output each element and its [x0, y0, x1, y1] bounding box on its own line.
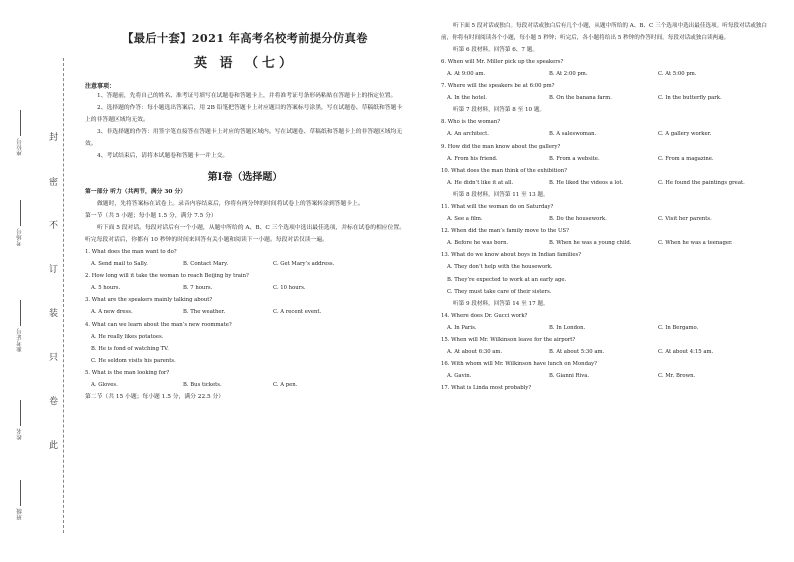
option: C. 10 hours. — [273, 285, 306, 292]
seal-word: 封 — [49, 133, 59, 143]
jie1-heading: 第一节（共 5 小题；每小题 1.5 分，满分 7.5 分） — [85, 213, 217, 219]
material-lead: 听第 9 段材料，回答第 14 至 17 题。 — [453, 300, 549, 307]
field-label: 座位号 — [17, 138, 23, 156]
question-block — [441, 225, 771, 249]
field-label: 考场号 — [17, 228, 23, 246]
question-text: 3. What are the speakers mainly talking about? — [85, 297, 213, 304]
seal-word: 此 — [49, 441, 59, 451]
jie2-heading: 第二节（共 15 小题；每小题 1.5 分，满分 22.5 分） — [85, 394, 225, 401]
question-block — [85, 319, 405, 367]
options-row — [447, 237, 771, 249]
question-text: 6. When will Mr. Miller pick up the speakers? — [441, 59, 564, 65]
question-text: 11. What will the woman do on Saturday? — [441, 203, 554, 210]
question-text: 2. How long will it take the woman to reach Beijing by train? — [85, 273, 249, 280]
option: A. An architect. — [447, 131, 489, 138]
question-text: 13. What do we know about boys in Indian families? — [441, 252, 582, 259]
option: A. At about 6:30 am. — [447, 348, 503, 355]
notice-item: 2、选择题的作答：每小题选出答案后，用 2B 铅笔把答题卡上对应题目的答案标号涂黑，写在试题卷、草稿纸和答题卡上的非答题区域均无效。 — [85, 105, 403, 123]
options-row — [91, 258, 405, 270]
option: C. When he was a teenager. — [658, 240, 733, 247]
option: C. A gallery worker. — [658, 131, 712, 138]
option: C. He seldom visits his parents. — [91, 357, 176, 364]
field-label: 姓名 — [17, 428, 23, 440]
option: A. Gloves. — [91, 382, 118, 389]
right-column — [441, 20, 771, 394]
option: A. He really likes potatoes. — [91, 333, 164, 340]
options-row — [447, 177, 771, 189]
options-row — [91, 379, 405, 391]
option: A. Send mail to Sally. — [91, 261, 148, 268]
option: C. A pen. — [273, 382, 298, 389]
option: B. Contact Mary. — [183, 261, 229, 268]
option: A. In Paris. — [447, 324, 477, 331]
option: B. On the banana farm. — [549, 95, 612, 102]
options-row — [91, 306, 405, 318]
option: A. See a film. — [447, 216, 483, 223]
options-row — [447, 128, 771, 140]
question-block — [441, 56, 771, 80]
question-block — [441, 165, 771, 189]
question-block — [441, 310, 771, 334]
option: A. He didn’t like it at all. — [447, 179, 514, 186]
question-block — [441, 382, 771, 394]
option: C. At 5:00 pm. — [658, 71, 697, 78]
part-description: 做题时，先将答案标在试卷上。录音内容结束后，你将有两分钟的时间将试卷上的答案转涂到答题卡上。 — [97, 201, 364, 207]
question-block — [85, 294, 405, 318]
option: A. At 9:00 am. — [447, 71, 486, 78]
question-block — [441, 141, 771, 165]
option: B. The weather. — [183, 309, 226, 316]
notice-heading: 注意事项： — [85, 83, 116, 90]
option: B. Bus tickets. — [183, 382, 222, 389]
seal-word: 订 — [49, 265, 59, 275]
option: B. Gianni Riva. — [549, 373, 590, 380]
options-row — [447, 68, 771, 80]
question-block — [441, 358, 771, 382]
material-lead: 听第 7 段材料，回答第 8 至 10 题。 — [453, 107, 546, 114]
option: C. A recent event. — [273, 309, 322, 316]
seal-word: 不 — [49, 221, 59, 231]
option: A. Before he was born. — [447, 240, 509, 247]
question-text: 10. What does the man think of the exhibition? — [441, 167, 567, 174]
right-question-list — [441, 44, 771, 394]
question-text: 15. When will Mr. Wilkinson leave for the airport? — [441, 336, 576, 343]
exam-room-field — [16, 200, 24, 246]
material-lead: 听第 6 段材料，回答第 6、7 题。 — [453, 47, 538, 53]
question-block — [441, 116, 771, 140]
option: B. He liked the videos a lot. — [549, 179, 624, 186]
option: B. He is fond of watching TV. — [91, 345, 169, 352]
notice-item: 4、考试结束后，请将本试题卷和答题卡一并上交。 — [97, 153, 229, 159]
jie2-description: 听下面 5 段对话或独白。每段对话或独白后有几个小题，从题中所给的 A、B、C 三个选项中选出最佳选项。听每段对话或独白前，你将有时间阅读各个小题，每小题 5 秒钟；听完后，各小题将给出 5 秒钟的作答时间。每段对话或独白读两遍。 — [441, 23, 767, 41]
exam-title: 【最后十套】2021 年高考名校考前提分仿真卷 — [122, 31, 368, 45]
notice-item: 3、非选择题的作答：用签字笔直接答在答题卡上对应的答题区域内。写在试题卷、草稿纸和答题卡上的非答题区域均无效。 — [85, 129, 403, 147]
options-row — [447, 322, 771, 334]
question-text: 1. What does the man want to do? — [85, 249, 177, 255]
options-row — [447, 92, 771, 104]
question-block — [441, 80, 771, 104]
option: A. From his friend. — [447, 155, 498, 162]
option: B. From a website. — [549, 155, 600, 162]
options-row — [447, 370, 771, 382]
binding-strip — [0, 0, 80, 562]
seal-word: 密 — [49, 178, 59, 188]
option: C. They must take care of their sisters. — [447, 288, 552, 295]
options-row — [447, 153, 771, 165]
field-label: 准考证号 — [17, 328, 23, 352]
option: B. At 2:00 pm. — [549, 71, 588, 78]
seal-line — [63, 58, 64, 533]
question-block — [85, 246, 405, 270]
question-text: 12. When did the man’s family move to the US? — [441, 228, 569, 235]
seal-word: 只 — [49, 353, 59, 363]
seat-number-field — [16, 110, 24, 156]
option: A. 5 hours. — [91, 285, 121, 292]
part-heading: 第一部分 听力（共两节，满分 30 分） — [85, 189, 187, 195]
class-field — [16, 480, 24, 520]
exam-subtitle: 英 语 （七） — [193, 56, 297, 71]
section-title: 第Ⅰ卷（选择题） — [207, 172, 283, 183]
question-text: 7. Where will the speakers be at 6:00 pm? — [441, 83, 555, 90]
notice-item: 1、答题前，先将自己的姓名、准考证号填写在试题卷和答题卡上，并将准考证号条形码粘贴在答题卡上的指定位置。 — [97, 93, 397, 99]
question-block — [441, 334, 771, 358]
admission-number-field — [16, 300, 24, 352]
question-text: 8. Who is the woman? — [441, 119, 501, 126]
seal-word: 卷 — [49, 397, 59, 407]
option: C. He found the paintings great. — [658, 179, 745, 186]
option: B. When he was a young child. — [549, 240, 632, 247]
option: B. They’re expected to work at an early age. — [447, 276, 567, 283]
seal-word: 装 — [49, 309, 59, 319]
option: B. At about 5:30 am. — [549, 348, 605, 355]
option: C. In the butterfly park. — [658, 95, 722, 102]
option: C. At about 4:15 am. — [658, 348, 714, 355]
option: A. They don’t help with the housework. — [447, 264, 553, 271]
option: B. 7 hours. — [183, 285, 213, 292]
options-row — [447, 346, 771, 358]
option: C. In Bergamo. — [658, 324, 699, 331]
question-text: 14. Where does Dr. Gucci work? — [441, 312, 528, 319]
options-row — [91, 282, 405, 294]
option: B. Do the housework. — [549, 216, 607, 223]
question-block — [85, 270, 405, 294]
left-column — [85, 30, 405, 403]
option: A. In the hotel. — [447, 95, 487, 102]
option: B. A saleswoman. — [549, 131, 597, 138]
option: A. Gavin. — [447, 373, 472, 380]
option: A. A new dress. — [91, 309, 133, 316]
question-text: 17. What is Linda most probably? — [441, 385, 532, 392]
name-field — [16, 400, 24, 440]
option: C. Mr. Brown. — [658, 373, 696, 380]
question-block — [441, 249, 771, 297]
option: B. In London. — [549, 324, 586, 331]
field-label: 班级 — [17, 508, 23, 520]
question-block — [85, 367, 405, 391]
question-text: 16. With whom will Mr. Wilkinson have lunch on Monday? — [441, 361, 597, 368]
option: C. Get Mary’s address. — [273, 261, 335, 268]
option: C. Visit her parents. — [658, 216, 712, 223]
option: C. From a magazine. — [658, 155, 714, 162]
question-text: 4. What can we learn about the man’s new roommate? — [85, 321, 232, 328]
options-row — [447, 213, 771, 225]
question-block — [441, 201, 771, 225]
material-lead: 听第 8 段材料，回答第 11 至 13 题。 — [453, 191, 549, 198]
question-text: 5. What is the man looking for? — [85, 369, 170, 376]
question-text: 9. How did the man know about the gallery? — [441, 143, 561, 150]
jie1-description: 听下面 5 段对话。每段对话后有一个小题，从题中所给的 A、B、C 三个选项中选出最佳选项，并标在试卷的相应位置。听完每段对话后，你都有 10 秒钟的时间来回答有关小题和阅读下一小题。每段对话仅读一遍。 — [85, 225, 405, 243]
